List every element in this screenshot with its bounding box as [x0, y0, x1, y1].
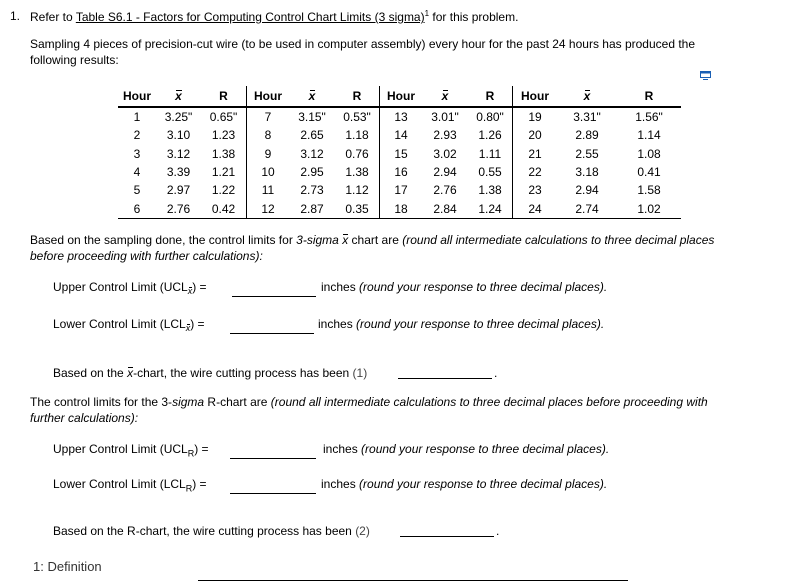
description-line1: Sampling 4 pieces of precision-cut wire (to be used in computer assembly) every hour for the past 24 hours has produced the — [30, 37, 696, 51]
header-r: R — [335, 86, 380, 107]
table-cell: 0.80" — [468, 107, 513, 126]
description-line2: following results: — [30, 53, 119, 67]
header-xbar: x — [289, 86, 335, 107]
table-cell: 3 — [133, 146, 141, 161]
header-hour: Hour — [380, 86, 423, 107]
xbar-process-text: Based on the x-chart, the wire cutting process has been (1) — [53, 366, 368, 380]
table-cell: 6 — [118, 199, 156, 218]
table-row — [118, 163, 681, 181]
table-cell: 18 — [380, 199, 423, 218]
table-cell: 1.38 — [201, 145, 247, 163]
xbar-process-select[interactable] — [398, 366, 492, 379]
intro-suffix: for this problem. — [432, 10, 519, 24]
intro-prefix: Refer to — [30, 10, 73, 24]
header-xbar: x — [557, 86, 617, 107]
r-lcl-label: Lower Control Limit $(LCL_R)$ = — [53, 477, 207, 494]
table-row — [118, 145, 681, 163]
table-cell: 0.41 — [637, 165, 661, 180]
r-lcl-units: inches (round your response to three decimal places). — [321, 477, 608, 491]
table-cell: 1.38 — [335, 163, 380, 181]
table-cell: 1.23 — [201, 126, 247, 144]
footnote-definition[interactable]: 1: Definition — [33, 559, 102, 574]
xbar-lcl-label: Lower Control Limit $(LCL_x)$ = — [53, 317, 205, 334]
table-cell: 2.76 — [433, 183, 457, 198]
table-cell: 2.73 — [300, 183, 324, 198]
footnote-divider — [198, 580, 628, 581]
xbar-ucl-input[interactable] — [232, 282, 316, 297]
xbar-ucl-units: inches (round your response to three decimal places). — [321, 280, 608, 294]
table-cell: 1.11 — [468, 145, 513, 163]
table-cell: 2.94 — [575, 183, 599, 198]
r-process-period: . — [496, 524, 500, 538]
table-cell: 1.58 — [637, 183, 661, 198]
table-cell: 2 — [133, 128, 141, 143]
table-cell: 2.84 — [422, 199, 468, 218]
table-s61-link[interactable]: Table S6.1 - Factors for Computing Control Chart Limits (3 sigma) — [75, 10, 425, 24]
r-lcl-input[interactable] — [230, 479, 316, 494]
table-row — [118, 199, 681, 218]
table-cell: 9 — [264, 146, 272, 161]
table-cell: 24 — [513, 199, 558, 218]
xbar-lcl-input[interactable] — [230, 319, 314, 334]
table-cell: 3.10 — [166, 128, 191, 143]
header-r: R — [468, 86, 513, 107]
copy-table-icon[interactable] — [700, 71, 711, 80]
xbar-ucl-label: Upper Control Limit $(UCL_x)$ = — [53, 280, 207, 297]
table-cell: 23 — [528, 183, 542, 198]
xbar-intro-line1: Based on the sampling done, the control limits for 3-sigma x chart are (round all intermediate calculations to three decimal places — [30, 233, 715, 247]
header-r: R — [617, 86, 681, 107]
table-cell: 3.25" — [164, 110, 193, 125]
table-cell: 2.87 — [289, 199, 335, 218]
table-cell: 0.55 — [468, 163, 513, 181]
header-hour: Hour — [118, 86, 156, 107]
table-cell: 1.02 — [617, 199, 681, 218]
table-cell: 3.15" — [298, 110, 326, 125]
r-ucl-input[interactable] — [230, 444, 316, 459]
table-cell: 1.08 — [637, 146, 661, 161]
table-cell: 8 — [264, 128, 272, 143]
xbar-lcl-units: inches (round your response to three decimal places). — [318, 317, 605, 331]
table-cell: 10 — [261, 165, 275, 180]
table-row — [118, 126, 681, 144]
table-cell: 1.26 — [468, 126, 513, 144]
table-cell: 2.94 — [433, 165, 457, 180]
r-ucl-units: inches (round your response to three decimal places). — [323, 442, 610, 456]
table-cell: 1.12 — [335, 181, 380, 199]
table-cell: 12 — [247, 199, 290, 218]
table-cell: 21 — [528, 146, 542, 161]
table-cell: 1.56" — [635, 110, 663, 125]
table-cell: 3.12 — [300, 146, 324, 161]
table-cell: 0.35 — [335, 199, 380, 218]
r-process-text: Based on the R-chart, the wire cutting process has been (2) — [53, 524, 370, 538]
table-cell: 3.02 — [433, 146, 457, 161]
table-cell: 4 — [133, 165, 141, 180]
table-cell: 3.31" — [573, 110, 601, 125]
table-cell: 19 — [528, 110, 542, 125]
header-xbar: x — [156, 86, 201, 107]
table-cell: 0.53" — [335, 107, 380, 126]
table-cell: 1.14 — [637, 128, 661, 143]
table-cell: 1.22 — [201, 181, 247, 199]
table-cell: 5 — [133, 183, 141, 198]
xbar-process-period: . — [494, 366, 498, 380]
table-cell: 3.18 — [575, 165, 599, 180]
table-cell: 2.93 — [433, 128, 457, 143]
table-cell: 1.38 — [468, 181, 513, 199]
header-r: R — [201, 86, 247, 107]
question-intro — [30, 9, 518, 24]
table-cell: 0.65" — [201, 107, 247, 126]
table-cell: 0.76 — [335, 145, 380, 163]
table-cell: 2.97 — [166, 183, 191, 198]
table-cell: 2.55 — [575, 146, 599, 161]
table-cell: 1.18 — [335, 126, 380, 144]
table-cell: 7 — [264, 110, 272, 125]
table-cell: 2.65 — [300, 128, 324, 143]
table-cell: 20 — [528, 128, 542, 143]
table-cell: 11 — [261, 183, 275, 198]
r-process-select[interactable] — [400, 524, 494, 537]
table-cell: 16 — [394, 165, 408, 180]
table-cell: 13 — [394, 110, 408, 125]
xbar-intro-line2: before proceeding with further calculations): — [30, 249, 263, 263]
table-cell: 17 — [394, 183, 408, 198]
table-cell: 1.24 — [468, 199, 513, 218]
r-intro-line2: further calculations): — [30, 411, 139, 425]
table-cell: 0.42 — [201, 199, 247, 218]
table-cell: 14 — [394, 128, 408, 143]
table-cell: 2.89 — [575, 128, 599, 143]
table-row — [118, 181, 681, 199]
header-hour: Hour — [247, 86, 290, 107]
table-cell: 3.39 — [166, 165, 191, 180]
header-xbar: x — [422, 86, 468, 107]
table-cell: 2.95 — [300, 165, 324, 180]
question-number: 1. — [10, 9, 21, 23]
table-cell: 2.76 — [156, 199, 201, 218]
table-cell: 1 — [133, 110, 141, 125]
table-cell: 3.01" — [431, 110, 459, 125]
r-ucl-label: Upper Control Limit $(UCL_R)$ = — [53, 442, 209, 459]
table-cell: 22 — [528, 165, 542, 180]
table-cell: 2.74 — [557, 199, 617, 218]
footnote-marker[interactable]: 1 — [424, 9, 430, 18]
table-cell: 15 — [394, 146, 408, 161]
table-row — [118, 107, 681, 126]
table-header-row — [118, 86, 681, 107]
table-cell: 3.12 — [166, 146, 191, 161]
table-cell: 1.21 — [201, 163, 247, 181]
r-intro-line1: The control limits for the 3-sigma R-chart are (round all intermediate calculations to three decimal places before proceeding with — [30, 395, 708, 409]
header-hour: Hour — [513, 86, 558, 107]
wire-sample-table — [118, 86, 681, 219]
